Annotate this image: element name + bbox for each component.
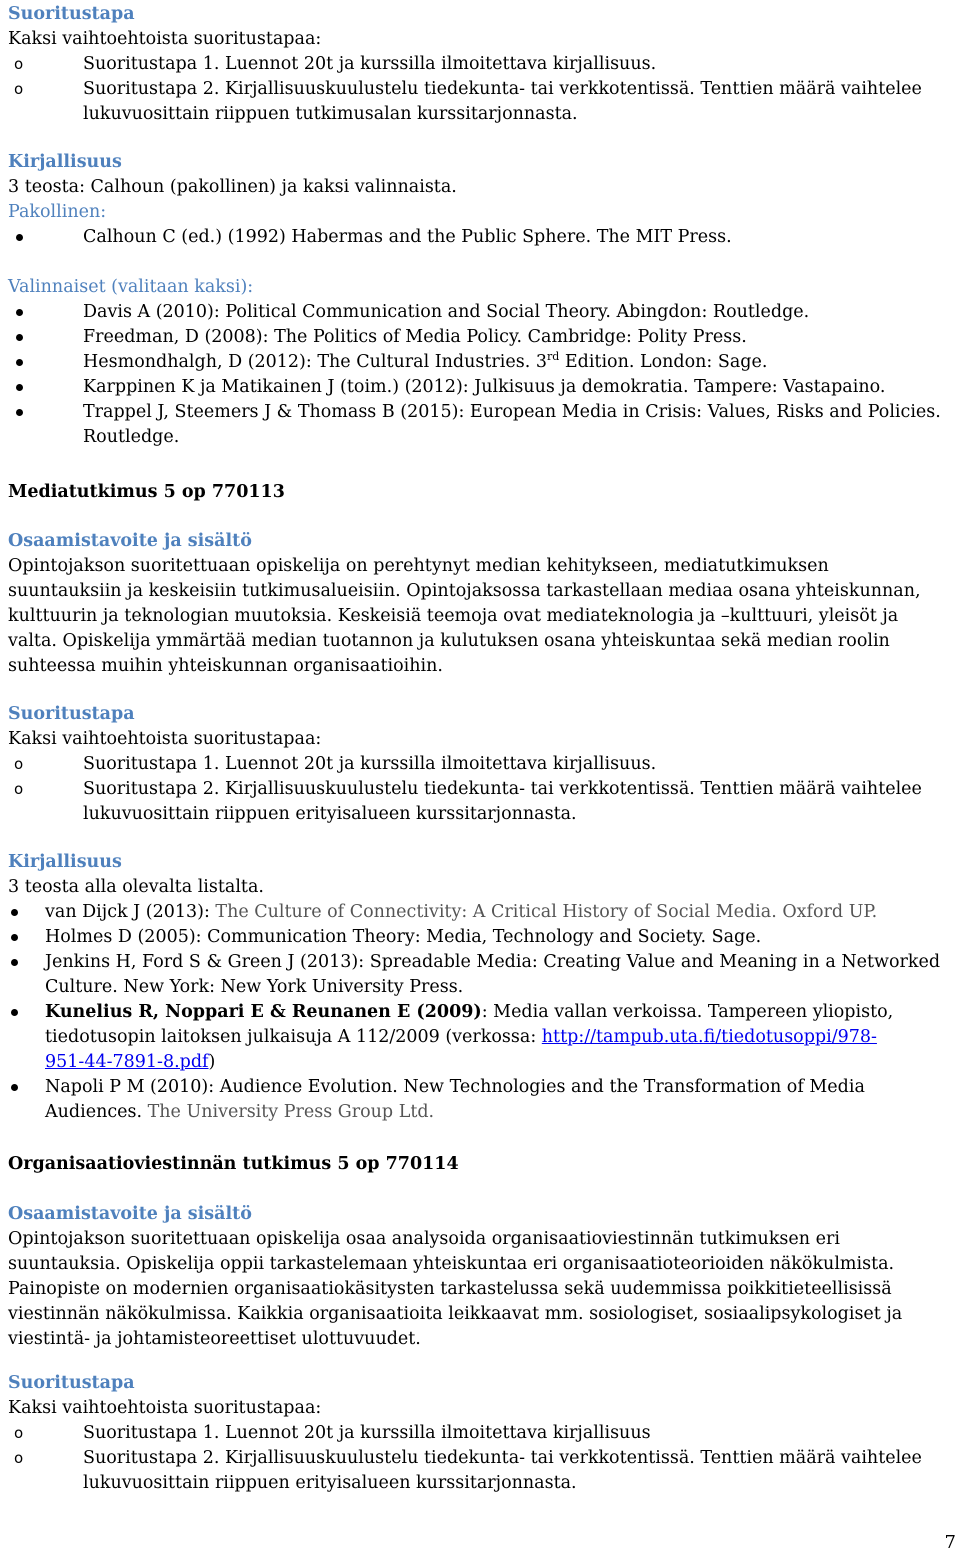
paragraph: Kaksi vaihtoehtoista suoritustapaa:: [8, 1398, 322, 1418]
list-item: [8, 1446, 948, 1471]
list-item-text: Calhoun C (ed.) (1992) Habermas and the Public Sphere. The MIT Press.: [83, 227, 732, 247]
list-item-text: tiedotusopin laitoksen julkaisuja A 112/2009 (verkossa:: [45, 1027, 542, 1047]
paragraph-line: Opintojakson suoritettuaan opiskelija on perehtynyt median kehitykseen, mediatutkimuksen: [8, 556, 829, 576]
paragraph-line: suuntauksiin ja keskeisiin tutkimusalueisiin. Opintojaksossa tarkastellaan mediaa osana yhteiskunnan,: [8, 581, 921, 601]
circle-bullet-icon: o: [14, 755, 24, 773]
course-title: Mediatutkimus 5 op 770113: [8, 482, 285, 502]
list-item-text: Suoritustapa 2. Kirjallisuuskuulustelu tiedekunta- tai verkkotentissä. Tenttien määrä vaihtelee: [83, 779, 922, 799]
list-item-text: Karppinen K ja Matikainen J (toim.) (2012): Julkisuus ja demokratia. Tampere: Vastapaino.: [83, 377, 886, 397]
paragraph: 3 teosta alla olevalta listalta.: [8, 877, 264, 897]
option-list: [8, 752, 948, 802]
kirjallisuus-section-1: [8, 150, 948, 250]
list-item-continuation: lukuvuosittain riippuen erityisalueen kurssitarjonnasta.: [83, 804, 577, 824]
circle-bullet-icon: o: [14, 80, 24, 98]
bullet-icon: [16, 359, 23, 366]
list-item-continuation: [8, 1025, 948, 1050]
literature-list: [8, 900, 948, 975]
literature-list: [8, 1075, 948, 1100]
goal-section-3: [8, 1202, 948, 1352]
list-item: [8, 400, 948, 425]
circle-bullet-icon: o: [14, 780, 24, 798]
list-item-text: : Media vallan verkoissa. Tampereen yliopisto,: [481, 1002, 894, 1022]
course-organisaatioviestinta: [8, 1152, 948, 1177]
list-item-continuation: lukuvuosittain riippuen erityisalueen kurssitarjonnasta.: [83, 1473, 577, 1493]
paragraph-line: valta. Opiskelija ymmärtää median tuotannon ja kulutuksen osana yhteiskuntaa sekä median roolin: [8, 631, 890, 651]
kirjallisuus-section-2: [8, 850, 948, 1125]
publication-link-continuation[interactable]: 951-44-7891-8.pdf: [45, 1052, 209, 1072]
paragraph: Kaksi vaihtoehtoista suoritustapaa:: [8, 729, 322, 749]
course-title: Organisaatioviestinnän tutkimus 5 op 770114: [8, 1154, 459, 1174]
publication-link[interactable]: http://tampub.uta.fi/tiedotusoppi/978-: [541, 1027, 877, 1047]
list-item-continuation: [8, 1100, 948, 1125]
list-item-text: Edition. London: Sage.: [559, 352, 768, 372]
paragraph-line: suhteessa muihin yhteiskunnan organisaatioihin.: [8, 656, 443, 676]
list-item-continuation: lukuvuosittain riippuen tutkimusalan kurssitarjonnasta.: [83, 104, 578, 124]
list-item: [8, 225, 948, 250]
list-item: [8, 900, 948, 925]
list-item-text: van Dijck J (2013):: [45, 902, 216, 922]
list-item: [8, 777, 948, 802]
list-item-text: Suoritustapa 1. Luennot 20t ja kurssilla ilmoitettava kirjallisuus.: [83, 754, 657, 774]
list-item: [8, 375, 948, 400]
literature-list: [8, 1000, 948, 1025]
option-list: [8, 52, 948, 102]
paragraph-line: Opintojakson suoritettuaan opiskelija osaa analysoida organisaatioviestinnän tutkimuksen eri: [8, 1229, 840, 1249]
list-item-text: ): [208, 1052, 216, 1072]
valinnaiset-section: [8, 275, 948, 450]
section-heading: Osaamistavoite ja sisältö: [8, 1204, 252, 1224]
circle-bullet-icon: o: [14, 1449, 24, 1467]
paragraph: 3 teosta: Calhoun (pakollinen) ja kaksi valinnaista.: [8, 177, 457, 197]
paragraph-line: viestintä- ja johtamisteoreettiset ulottuvuudet.: [8, 1329, 421, 1349]
list-item: [8, 350, 948, 375]
circle-bullet-icon: o: [14, 55, 24, 73]
paragraph-line: viestinnän näkökulmissa. Kaikkia organisaatioita leikkaavat mm. sosiologiset, sosiaalipsykologiset ja: [8, 1304, 903, 1324]
list-item-text: Suoritustapa 1. Luennot 20t ja kurssilla ilmoitettava kirjallisuus: [83, 1423, 651, 1443]
list-item-text: Hesmondhalgh, D (2012): The Cultural Industries. 3: [83, 352, 547, 372]
suoritustapa-section-2: [8, 702, 948, 827]
list-item-text: Suoritustapa 2. Kirjallisuuskuulustelu tiedekunta- tai verkkotentissä. Tenttien määrä vaihtelee: [83, 79, 922, 99]
list-item: [8, 77, 948, 102]
list-item-text: Audiences.: [45, 1102, 148, 1122]
list-item-text: Napoli P M (2010): Audience Evolution. New Technologies and the Transformation of Media: [45, 1077, 865, 1097]
section-heading: Suoritustapa: [8, 4, 135, 24]
list-item-continuation: Culture. New York: New York University Press.: [45, 977, 464, 997]
list-item-text: Davis A (2010): Political Communication and Social Theory. Abingdon: Routledge.: [83, 302, 810, 322]
list-item: [8, 752, 948, 777]
list-item-text: The Culture of Connectivity: A Critical History of Social Media. Oxford UP.: [215, 902, 878, 922]
list-item-text: Freedman, D (2008): The Politics of Media Policy. Cambridge: Polity Press.: [83, 327, 747, 347]
list-item-text: Holmes D (2005): Communication Theory: Media, Technology and Society. Sage.: [45, 927, 762, 947]
list-item: [8, 1000, 948, 1025]
list-item: [8, 950, 948, 975]
page-number: 7: [944, 1532, 956, 1553]
list-item: [8, 1421, 948, 1446]
bullet-icon: [11, 1084, 18, 1091]
paragraph: Kaksi vaihtoehtoista suoritustapaa:: [8, 29, 322, 49]
list-item: [8, 52, 948, 77]
suoritustapa-section-1: [8, 2, 948, 127]
list-item: [8, 925, 948, 950]
optional-label: Valinnaiset (valitaan kaksi):: [8, 277, 254, 297]
list-item-text: Suoritustapa 1. Luennot 20t ja kurssilla ilmoitettava kirjallisuus.: [83, 54, 657, 74]
list-item: [8, 325, 948, 350]
optional-list: [8, 300, 948, 425]
option-list: [8, 1421, 948, 1471]
superscript: rd: [546, 350, 560, 364]
list-item-continuation: [8, 1050, 948, 1075]
bullet-icon: [11, 1009, 18, 1016]
suoritustapa-section-3: [8, 1371, 948, 1496]
section-heading: Kirjallisuus: [8, 852, 122, 872]
list-item-text: Suoritustapa 2. Kirjallisuuskuulustelu tiedekunta- tai verkkotentissä. Tenttien määrä vaihtelee: [83, 1448, 922, 1468]
paragraph-line: suuntauksia. Opiskelija oppii tarkastelemaan yhteiskuntaa eri organisaatioteorioiden näkökulmista.: [8, 1254, 895, 1274]
section-heading: Osaamistavoite ja sisältö: [8, 531, 252, 551]
circle-bullet-icon: o: [14, 1424, 24, 1442]
list-item: [8, 1075, 948, 1100]
list-item-continuation: Routledge.: [83, 427, 180, 447]
goal-section-2: [8, 529, 948, 679]
paragraph-line: kulttuurin ja teknologian muutoksia. Keskeisiä teemoja ovat mediateknologia ja –kulttuuri, yleisöt ja: [8, 606, 899, 626]
bullet-icon: [16, 409, 23, 416]
bullet-icon: [16, 384, 23, 391]
list-item-text: Kunelius R, Noppari E & Reunanen E (2009): [45, 1002, 482, 1022]
course-mediatutkimus: [8, 480, 948, 505]
mandatory-list: [8, 225, 948, 250]
bullet-icon: [16, 234, 23, 241]
bullet-icon: [11, 959, 18, 966]
mandatory-label: Pakollinen:: [8, 202, 107, 222]
section-heading: Kirjallisuus: [8, 152, 122, 172]
list-item-text: Jenkins H, Ford S & Green J (2013): Spreadable Media: Creating Value and Meaning in a Networked: [45, 952, 941, 972]
list-item-text: The University Press Group Ltd.: [147, 1102, 435, 1122]
paragraph-line: Painopiste on modernien organisaatiokäsitysten tarkastelussa sekä uudemmissa poikkitieteellisissä: [8, 1279, 892, 1299]
section-heading: Suoritustapa: [8, 1373, 135, 1393]
list-item: [8, 300, 948, 325]
bullet-icon: [11, 934, 18, 941]
list-item-text: Trappel J, Steemers J & Thomass B (2015): European Media in Crisis: Values, Risks and Policies.: [83, 402, 941, 422]
bullet-icon: [16, 309, 23, 316]
bullet-icon: [11, 909, 18, 916]
section-heading: Suoritustapa: [8, 704, 135, 724]
bullet-icon: [16, 334, 23, 341]
